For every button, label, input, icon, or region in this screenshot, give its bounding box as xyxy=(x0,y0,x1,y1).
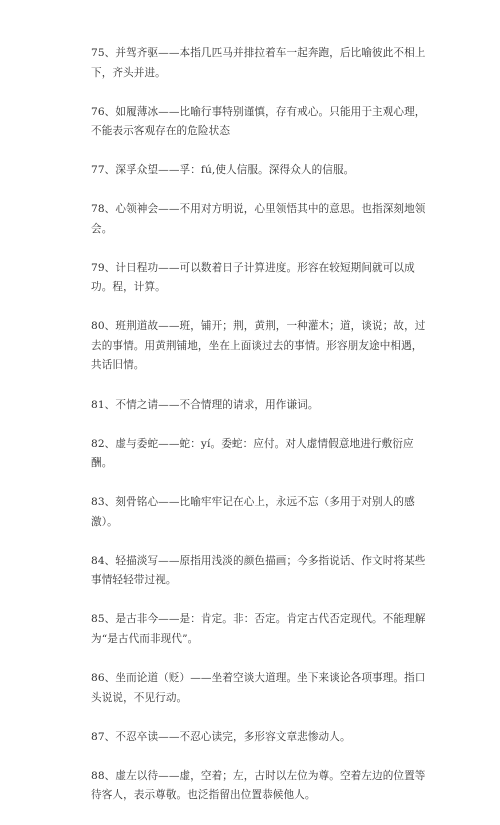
idiom-entry-86: 86、坐而论道（贬）——坐着空谈大道理。坐下来谈论各项事理。指口头说说，不见行动。 xyxy=(91,672,426,704)
idiom-entry-87: 87、不忍卒读——不忍心读完，多形容文章悲惨动人。 xyxy=(91,730,351,743)
idiom-entry-80: 80、班荆道故——班，铺开；荆，黄荆，一种灌木；道，谈说；故，过去的事情。用黄荆铺地，坐在上面谈过去的事情。形容朋友途中相遇，共话旧情。 xyxy=(91,320,426,372)
idiom-entry-78: 78、心领神会——不用对方明说，心里领悟其中的意思。也指深刻地领会。 xyxy=(91,203,426,235)
idiom-list xyxy=(91,44,431,825)
idiom-entry-77: 77、深孚众望——孚：fú,使人信服。深得众人的信服。 xyxy=(91,164,355,177)
idiom-entry-88: 88、虚左以待——虚，空着；左，古时以左位为尊。空着左边的位置等待客人，表示尊敬。也泛指留出位置恭候他人。 xyxy=(91,769,426,802)
idiom-entry-76: 76、如履薄冰——比喻行事特别谨慎，存有戒心。只能用于主观心理，不能表示客观存在的危险状态 xyxy=(91,105,426,138)
idiom-entry-75: 75、并驾齐驱——本指几匹马并排拉着车一起奔跑，后比喻彼此不相上下，齐头并进。 xyxy=(91,47,426,79)
idiom-entry-81: 81、不情之请——不合情理的请求，用作谦词。 xyxy=(91,398,319,411)
idiom-entry-79: 79、计日程功——可以数着日子计算进度。形容在较短期间就可以成功。程，计算。 xyxy=(91,261,415,294)
idiom-entry-84: 84、轻描淡写——原指用浅淡的颜色描画；今多指说话、作文时将某些事情轻轻带过视。 xyxy=(91,554,426,587)
idiom-entry-82: 82、虚与委蛇——蛇：yí。委蛇：应付。对人虚情假意地进行敷衍应酬。 xyxy=(91,437,414,470)
idiom-entry-83: 83、刻骨铭心——比喻牢牢记在心上，永远不忘（多用于对别人的感激）。 xyxy=(91,496,415,528)
idiom-entry-85: 85、是古非今——是：肯定。非：否定。肯定古代否定现代。不能理解为“是古代而非现代”。 xyxy=(91,613,426,645)
